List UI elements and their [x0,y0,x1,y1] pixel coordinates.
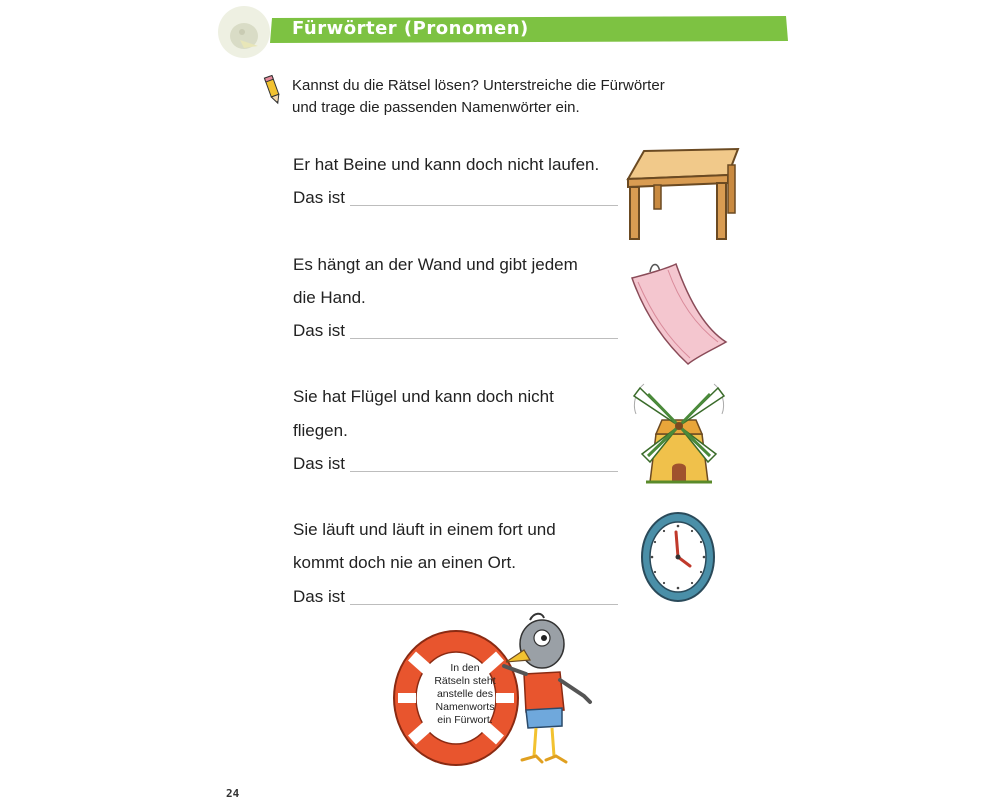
instruction-line-1: Kannst du die Rätsel lösen? Unterstreiche die Fürwörter [292,77,665,94]
riddle-4-line-2: kommt doch nie an einen Ort. [293,553,517,572]
hint-line-5: ein Fürwort. [437,714,493,726]
riddle-1-answer-label: Das ist [293,188,345,207]
riddle-1-answer-field[interactable] [350,205,618,206]
crow-mascot-icon [500,610,596,768]
riddle-2-line-2: die Hand. [293,288,366,307]
riddle-2-line-1: Es hängt an der Wand und gibt jedem [293,255,578,274]
riddle-3-line-1: Sie hat Flügel und kann doch nicht [293,387,554,406]
page-title: Fürwörter (Pronomen) [292,18,529,39]
towel-icon [628,258,728,370]
hint-line-3: anstelle des [436,688,494,700]
clock-icon [638,510,718,604]
riddle-3-line-2: fliegen. [293,421,348,440]
riddle-2-answer-field[interactable] [350,338,618,339]
riddle-4-answer-label: Das ist [293,587,345,606]
table-icon [624,145,740,245]
riddle-2-answer-label: Das ist [293,321,345,340]
riddle-4-answer-field[interactable] [350,604,618,605]
pencil-icon [262,74,284,106]
hint-line-4: Namenworts [435,701,495,713]
hint-line-2: Rätseln steht [434,675,496,687]
instruction-line-2: und trage die passenden Namenwörter ein. [292,99,580,116]
riddle-4-line-1: Sie läuft und läuft in einem fort und [293,520,556,539]
windmill-icon [628,374,730,486]
hint-line-1: In den [450,662,480,674]
page-number: 24 [226,787,240,800]
riddle-3-answer-label: Das ist [293,454,345,473]
hint-text [420,662,510,727]
riddle-1-line-1: Er hat Beine und kann doch nicht laufen. [293,155,600,174]
mascot-head-icon [218,6,270,58]
riddle-3-answer-field[interactable] [350,471,618,472]
